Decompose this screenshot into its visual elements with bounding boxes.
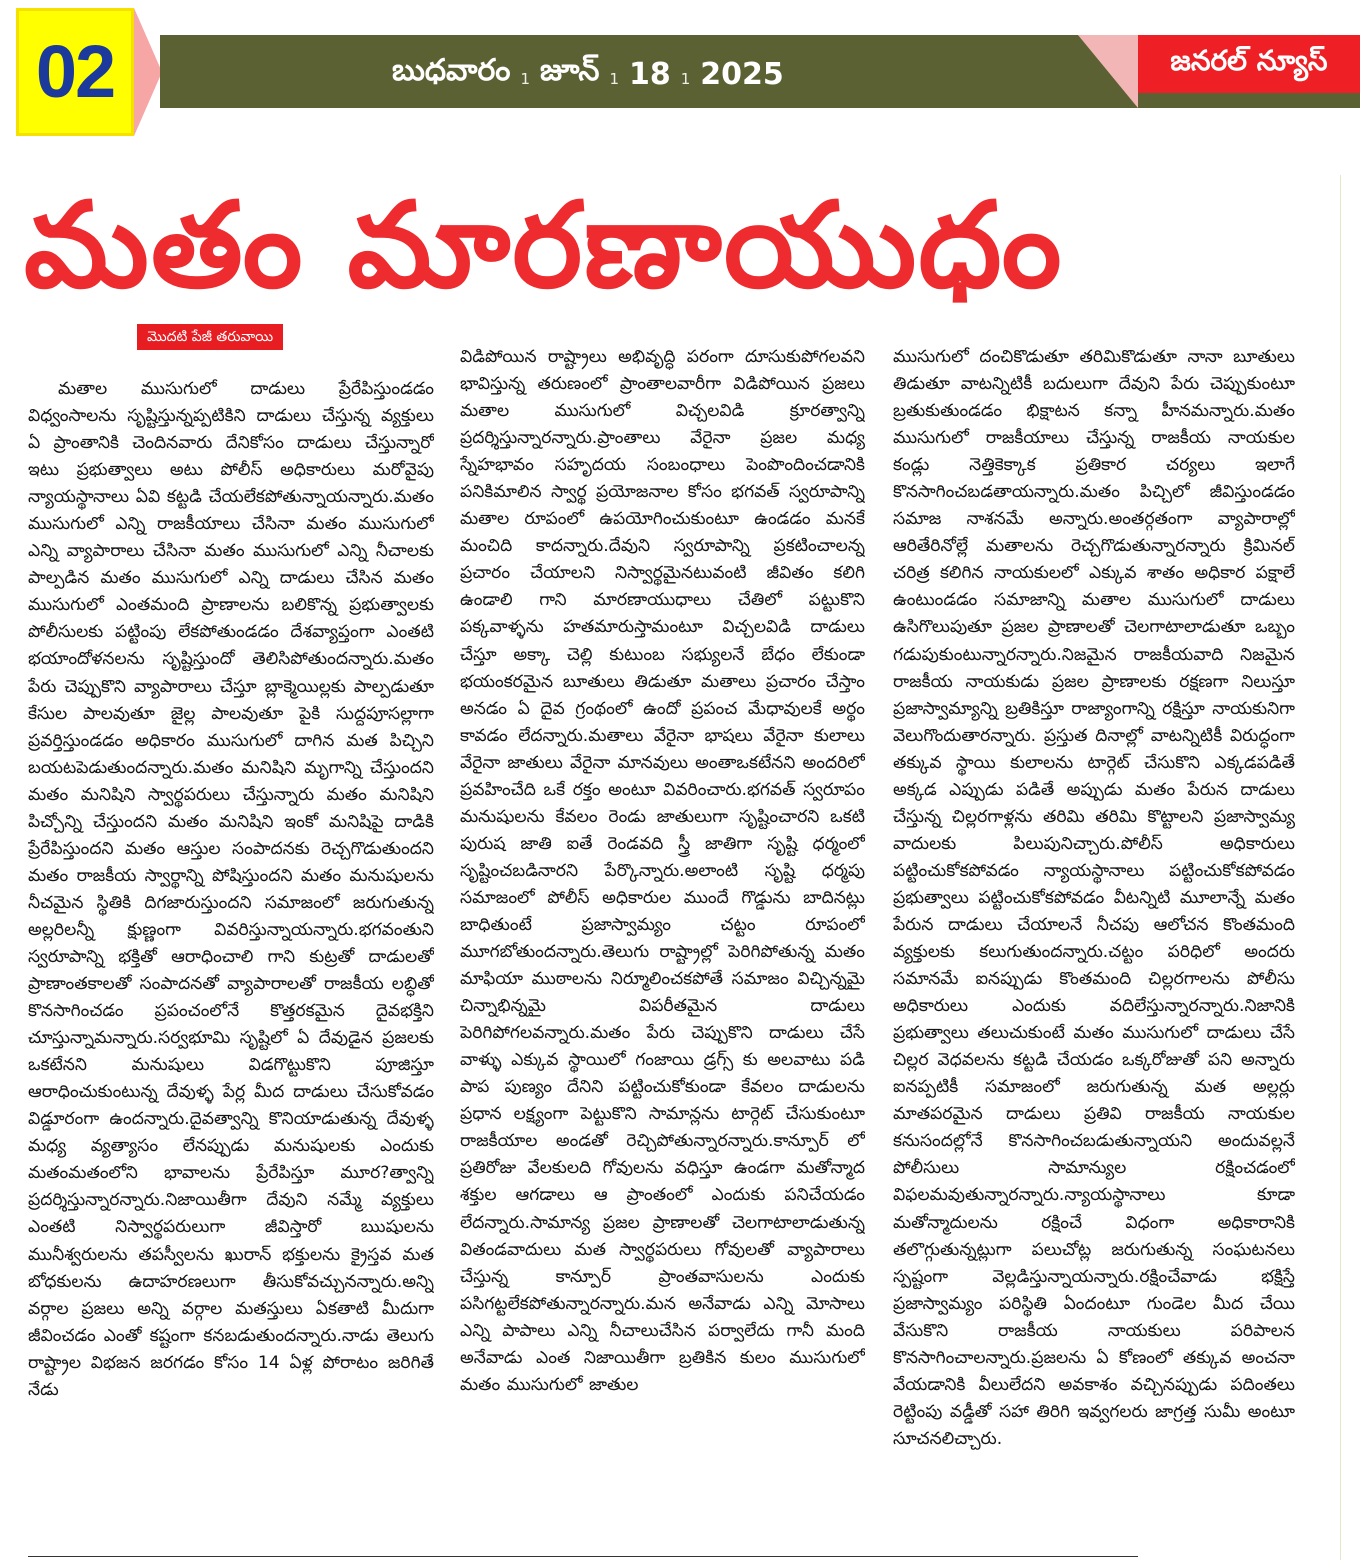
date-day: బుధవారం — [392, 53, 511, 88]
date-month: జూన్ — [540, 53, 600, 88]
date-separator: 1 — [680, 70, 691, 88]
date-separator: 1 — [609, 70, 619, 88]
article-paragraph: మతాల ముసుగులో దాడులు ప్రేరేపిస్తుండడం విధ్వంసాలను సృష్టిస్తున్నప్పటికిని దాడులు చేస్తున్న వ్యక్తులు ఏ ప్రాంతానికి చెందినవారు దేనికోసం దాడులు చేస్తున్నారో ఇటు ప్రభుత్వాలు అటు పోలీస్ అధికారులు మరోవైపు న్యాయస్థానాలు ఏవి కట్టడి చేయలేకపోతున్నాయన్నారు.మతం ముసుగులో ఎన్ని రాజకీయాలు చేసినా మతం ముసుగులో ఎన్ని వ్యాపారాలు చేసినా మతం ముసుగులో ఎన్ని నీచాలకు పాల్పడిన మతం ముసుగులో ఎన్ని దాడులు చేసిన మతం ముసుగులో ఎంతమంది ప్రాణాలను బలికొన్న ప్రభుత్వాలకు పోలీసులకు పట్టింపు లేకపోతుండడం దేశవ్యాప్తంగా ఎంతటి భయాందోళనలను సృష్టిస్తుందో తెలిసిపోతుందన్నారు.మతం పేరు చెప్పుకొని వ్యాపారాలు చేస్తూ బ్లాక్మెయిల్లకు పాల్పడుతూ కేసుల పాలవుతూ జైల్ల పాలవుతూ పైకి సుద్దపూసల్లాగా ప్రవర్తిస్తుండడం అధికారం ముసుగులో దాగిన మత పిచ్చిని బయటపెడుతుందన్నారు.మతం మనిషిని మృగాన్ని చేస్తుందని మతం మనిషిని స్వార్థపరులు చేస్తున్నారు మతం మనిషిని పిచ్చోన్ని చేస్తుందని మతం మనిషిని ఇంకో మనిషిపై దాడికి ప్రేరేపిస్తుందని మతం ఆస్తుల సంపాదనకు రెచ్చగొడుతుందని మతం రాజకీయ స్వార్థాన్ని పోషిస్తుందని మతం మనుషులను నీచమైన స్థితికి దిగజారుస్తుందని సమాజంలో జరుగుతున్న అల్లరిలన్నీ క్షుణ్ణంగా వివరిస్తున్నాయన్నారు.భగవంతుని స్వరూపాన్ని భక్తితో ఆరాధించాలి గాని కుట్రతో దాడులతో ప్రాణాంతకాలతో సంపాదనతో వ్యాపారాలతో రాజకీయ లబ్ధితో కొనసాగించడం ప్రపంచంలోనే కొత్తరకమైన దైవభక్తిని చూస్తున్నామన్నారు.సర్వభూమి సృష్టిలో ఏ దేవుడైన ప్రజలకు ఒకటేనని మనుషులు విడగొట్టుకొని పూజిస్తూ ఆరాధించుకుంటున్న దేవుళ్ళ పేర్ల మీద దాడులు చేసుకోవడం విడ్డూరంగా ఉందన్నారు.దైవత్వాన్ని కొనియాడుతున్న దేవుళ్ళ మధ్య వ్యత్యాసం లేనప్పుడు మనుషులకు ఎందుకు మతంమతంలోని భావాలను ప్రేరేపిస్తూ మూర?త్వాన్ని ప్రదర్శిస్తున్నారన్నారు.నిజాయితీగా దేవుని నమ్మే వ్యక్తులు ఎంతటి నిస్వార్థపరులుగా జీవిస్తారో ఋషులను మునీశ్వరులను తపస్వీలను ఖురాన్ భక్తులను క్రైస్తవ మత బోధకులను ఉదాహరణలుగా తీసుకోవచ్చునన్నారు.అన్ని వర్గాల ప్రజలు అన్ని వర్గాల మతస్తులు ఏకతాటి మీదుగా జీవించడం ఎంతో కష్టంగా కనబడుతుందన్నారు.నాడు తెలుగు రాష్ట్రాల విభజన జరగడం కోసం 14 ఏళ్ల పోరాటం జరిగితే నేడు — [28, 379, 434, 1400]
issue-date — [392, 52, 784, 96]
section-label: జనరల్ న్యూస్ — [1170, 44, 1328, 77]
headline: మతం మారణాయుధం — [24, 176, 1064, 314]
date-separator: 1 — [520, 70, 531, 88]
section-box — [1138, 35, 1360, 93]
article-column-3 — [893, 344, 1295, 1549]
bottom-rule — [28, 1556, 1138, 1557]
article-column-2 — [460, 344, 865, 1549]
left-accent-wedge — [134, 8, 162, 136]
article-paragraph: విడిపోయిన రాష్ట్రాలు అభివృద్ధి పరంగా దూసుకుపోగలవని భావిస్తున్న తరుణంలో ప్రాంతాలవారీగా విడిపోయిన ప్రజలు మతాల ముసుగులో విచ్చలవిడి క్రూరత్వాన్ని ప్రదర్శిస్తున్నారన్నారు.ప్రాంతాలు వేరైనా ప్రజల మధ్య స్నేహభావం సహృదయ సంబంధాలు పెంపొందించడానికి పనికిమాలిన స్వార్థ ప్రయోజనాల కోసం భగవత్ స్వరూపాన్ని మతాల రూపంలో ఉపయోగించుకుంటూ ఉండడం మనకే మంచిది కాదన్నారు.దేవుని స్వరూపాన్ని ప్రకటించాలన్న ప్రచారం చేయాలని నిస్వార్థమైనటువంటి జీవితం కలిగి ఉండాలి గాని మారణాయుధాలు చేతిలో పట్టుకొని పక్కవాళ్ళను హతమారుస్తామంటూ విచ్చలవిడి దాడులు చేస్తూ అక్కా చెల్లి కుటుంబ సభ్యులనే బేధం లేకుండా భయంకరమైన బూతులు తిడుతూ మతాలు ప్రచారం చేస్తాం అనడం ఏ దైవ గ్రంథంలో ఉందో ప్రపంచ మేధావులకే అర్థం కావడం లేదన్నారు.మతాలు వేరైనా భాషలు వేరైనా కులాలు వేరైనా జాతులు వేరైనా మానవులు అంతాఒకటేనని అందరిలో ప్రవహించేది ఒకే రక్తం అంటూ వివరించారు.భగవత్ స్వరూపం మనుషులను కేవలం రెండు జాతులుగా సృష్టించారని ఒకటి పురుష జాతి ఐతే రెండవది స్త్రీ జాతిగా సృష్టి ధర్మంలో సృష్టించబడినారని పేర్కొన్నారు.అలాంటి సృష్టి ధర్మపు సమాజంలో పోలీస్ అధికారుల ముందే గొడ్డును బాదినట్లు బాధితుంటే ప్రజాస్వామ్యం చట్టం రూపంలో మూగబోతుందన్నారు.తెలుగు రాష్ట్రాల్లో పెరిగిపోతున్న మతం మాఫియా ముఠాలను నిర్మూలించకపోతే సమాజం విచ్చిన్నమై చిన్నాభిన్నమై విపరీతమైన దాడులు పెరిగిపోగలవన్నారు.మతం పేరు చెప్పుకొని దాడులు చేసే వాళ్ళు ఎక్కువ స్థాయిలో గంజాయి డ్రగ్స్ కు అలవాటు పడి పాప పుణ్యం దేనిని పట్టించుకోకుండా కేవలం దాడులను ప్రధాన లక్ష్యంగా పెట్టుకొని సామాన్లను టార్గెట్ చేసుకుంటూ రాజకీయాల అండతో రెచ్చిపోతున్నారన్నారు.కాన్పూర్ లో ప్రతిరోజు వేలకులది గోవులను వధిస్తూ ఉండగా మతోన్మాద శక్తుల ఆగడాలు ఆ ప్రాంతంలో ఎందుకు పనిచేయడం లేదన్నారు.సామాన్య ప్రజల ప్రాణాలతో చెలగాటాలాడుతున్న వితండవాదులు మత స్వార్థపరులు గోవులతో వ్యాపారాలు చేస్తున్న కాన్పూర్ ప్రాంతవాసులను ఎందుకు పసిగట్టలేకపోతున్నారన్నారు.మన అనేవాడు ఎన్ని మోసాలు ఎన్ని పాపాలు ఎన్ని నీచాలుచేసిన పర్వాలేదు గానీ మంది అనేవాడు ఎంత నిజాయితీగా బ్రతికిన కులం ముసుగులో మతం ముసుగులో జాతుల — [460, 347, 865, 1395]
article-column-1 — [28, 376, 434, 1551]
article-paragraph: ముసుగులో దంచికొడుతూ తరిమికొడుతూ నానా బూతులు తిడుతూ వాటన్నిటికీ బదులుగా దేవుని పేరు చెప్పుకుంటూ బ్రతుకుతుండడం భిక్షాటన కన్నా హీనమన్నారు.మతం ముసుగులో రాజకీయాలు చేస్తున్న రాజకీయ నాయకుల కండ్లు నెత్తికెక్కాక ప్రతికార చర్యలు ఇలాగే కొనసాగించబడతాయన్నారు.మతం పిచ్చిలో జీవిస్తుండడం సమాజ నాశనమే అన్నారు.అంతర్గతంగా వ్యాపారాల్లో ఆరితేరినోల్లే మతాలను రెచ్చగొడుతున్నారన్నారు క్రిమినల్ చరిత్ర కలిగిన నాయకులలో ఎక్కువ శాతం అధికార పక్షాలే ఉంటుండడం సమాజాన్ని మతాల ముసుగులో దాడులు ఉసిగొలుపుతూ ప్రజల ప్రాణాలతో చెలగాటాలాడుతూ ఒబ్బం గడుపుకుంటున్నారన్నారు.నిజమైన రాజకీయవాది నిజమైన రాజకీయ నాయకుడు ప్రజల ప్రాణాలకు రక్షణగా నిలుస్తూ ప్రజాస్వామ్యాన్ని బ్రతికిస్తూ రాజ్యాంగాన్ని రక్షిస్తూ నాయకునిగా వెలుగొందుతారన్నారు. ప్రస్తుత దినాల్లో వాటన్నిటికీ విరుద్ధంగా తక్కువ స్థాయి కులాలను టార్గెట్ చేసుకొని ఎక్కడపడితే అక్కడ ఎప్పుడు పడితే అప్పుడు మతం పేరున దాడులు చేస్తున్న చిల్లరగాళ్లను తరిమి తరిమి కొట్టాలని ప్రజాస్వామ్య వాదులకు పిలుపునిచ్చారు.పోలీస్ అధికారులు పట్టించుకోకపోవడం న్యాయస్థానాలు పట్టించుకోకపోవడం ప్రభుత్వాలు పట్టించుకోకపోవడం వీటన్నిటి మూలాన్నే మతం పేరున దాడులు చేయాలనే నీచపు ఆలోచన కొంతమంది వ్యక్తులకు కలుగుతుందన్నారు.చట్టం పరిధిలో అందరు సమానమే ఐనప్పుడు కొంతమంది చిల్లరగాలను పోలీసు అధికారులు ఎందుకు వదిలేస్తున్నారన్నారు.నిజానికి ప్రభుత్వాలు తలుచుకుంటే మతం ముసుగులో దాడులు చేసే చిల్లర వెధవలను కట్టడి చేయడం ఒక్కరోజుతో పని అన్నారు ఐనప్పటికీ సమాజంలో జరుగుతున్న మత అల్లర్లు మాతపరమైన దాడులు ప్రతివి రాజకీయ నాయకుల కనుసందల్లోనే కొనసాగించబడుతున్నాయని అందువల్లనే పోలీసులు సామాన్యుల రక్షించడంలో విఫలమవుతున్నారన్నారు.న్యాయస్థానాలు కూడా మతోన్మాదులను రక్షించే విధంగా అధికారానికి తలొగ్గుతున్నట్లుగా పలుచోట్ల జరుగుతున్న సంఘటనలు స్పష్టంగా వెల్లడిస్తున్నాయన్నారు.రక్షించేవాడు భక్షిస్తే ప్రజాస్వామ్యం పరిస్థితి ఏందంటూ గుండెల మీద చేయి వేసుకొని రాజకీయ నాయకులు పరిపాలన కొనసాగించాలన్నారు.ప్రజలను ఏ కోణంలో తక్కువ అంచనా వేయడానికి వీలులేదని అవకాశం వచ్చినప్పుడు పదింతలు రెట్టింపు వడ్డీతో సహా తిరిగి ఇవ్వగలరు జాగ్రత్త సుమీ అంటూ సూచనలిచ్చారు. — [893, 347, 1295, 1449]
date-date: 18 — [629, 56, 671, 92]
page-number-box — [16, 8, 134, 136]
date-year: 2025 — [700, 56, 784, 92]
column-rule — [1340, 175, 1341, 1560]
continued-tag: మొదటి పేజీ తరువాయి — [137, 324, 283, 350]
page-number: 02 — [35, 30, 115, 113]
